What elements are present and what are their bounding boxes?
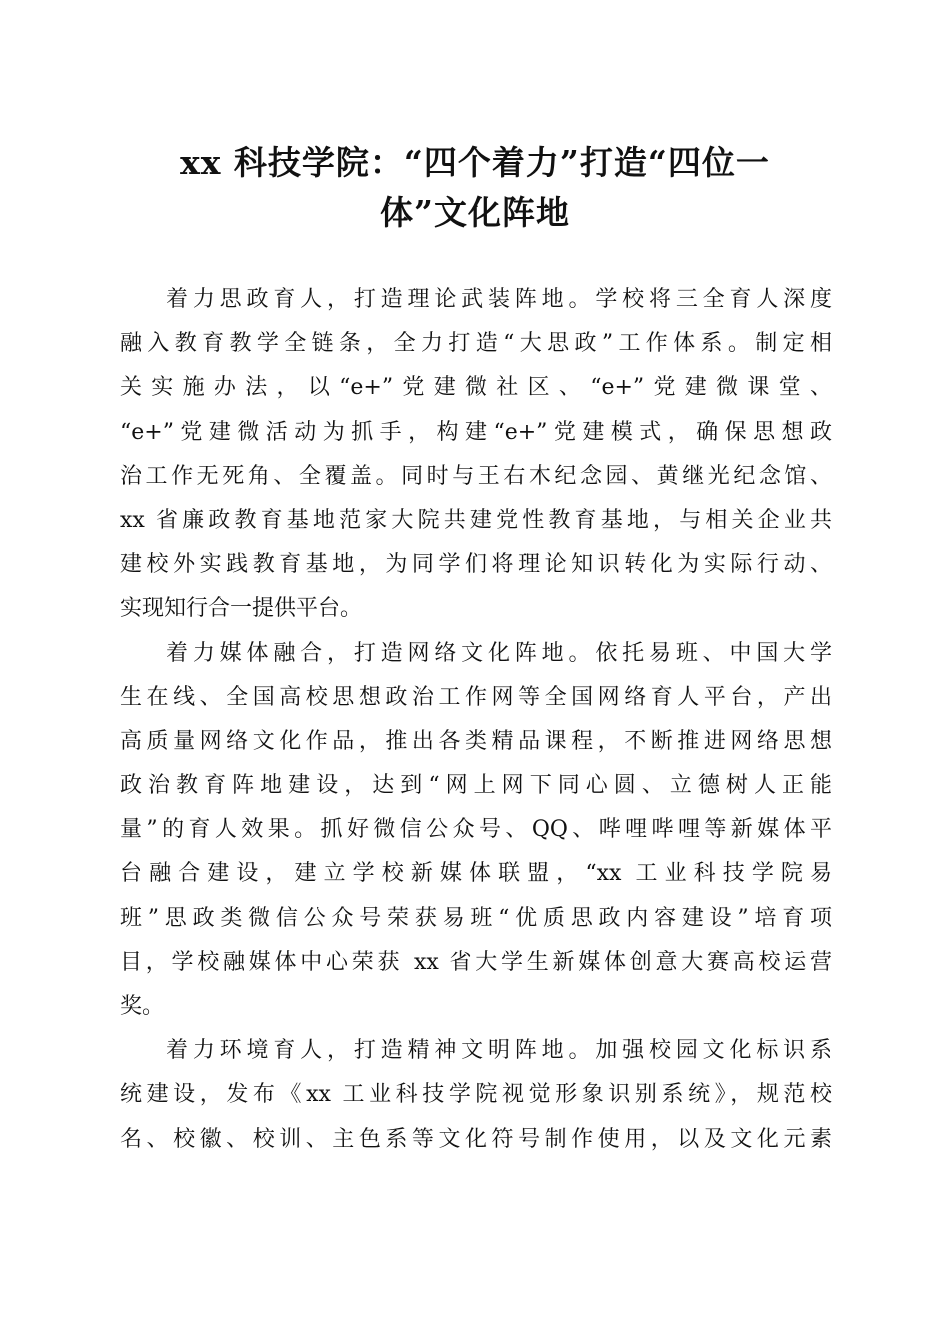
- paragraph-3: [120, 1029, 832, 1162]
- text-line: 班”思政类微信公众号荣获易班“优质思政内容建设”培育项: [120, 905, 832, 931]
- text-line: 名、校徽、校训、主色系等文化符号制作使用，以及文化元素: [120, 1126, 832, 1152]
- text-line: 目，学校融媒体中心荣获 xx 省大学生新媒体创意大赛高校运营: [120, 949, 832, 975]
- text-line: 融入教育教学全链条，全力打造“大思政”工作体系。制定相: [120, 331, 832, 357]
- text-line: 着力媒体融合，打造网络文化阵地。依托易班、中国大学: [166, 640, 832, 666]
- paragraph-1: [120, 278, 832, 632]
- text-line: 统建设，发布《xx 工业科技学院视觉形象识别系统》，规范校: [120, 1082, 832, 1108]
- text-line: 台融合建设，建立学校新媒体联盟，“xx 工业科技学院易: [120, 861, 832, 887]
- paragraph-2: [120, 632, 832, 1030]
- text-line: “e+”党建微活动为抓手，构建“e+”党建模式，确保思想政: [120, 419, 832, 445]
- title-line: 体”文化阵地: [380, 193, 570, 232]
- title-line: xx 科技学院：“四个着力”打造“四位一: [180, 143, 770, 182]
- text-line: 政治教育阵地建设，达到“网上网下同心圆、立德树人正能: [120, 773, 832, 799]
- text-line: 关实施办法，以“e+”党建微社区、“e+”党建微课堂、: [120, 375, 832, 401]
- text-line: 着力思政育人，打造理论武装阵地。学校将三全育人深度: [166, 287, 832, 312]
- text-line: 实现知行合一提供平台。: [120, 596, 363, 622]
- text-line: 生在线、全国高校思想政治工作网等全国网络育人平台，产出: [120, 684, 832, 710]
- text-line: 建校外实践教育基地，为同学们将理论知识转化为实际行动、: [120, 552, 832, 578]
- text-line: 高质量网络文化作品，推出各类精品课程，不断推进网络思想: [120, 728, 832, 754]
- document-body: [120, 278, 832, 1162]
- text-line: 奖。: [120, 994, 165, 1019]
- document-title: [120, 138, 830, 238]
- text-line: 治工作无死角、全覆盖。同时与王右木纪念园、黄继光纪念馆、: [120, 463, 832, 489]
- text-line: 着力环境育人，打造精神文明阵地。加强校园文化标识系: [166, 1038, 832, 1064]
- text-line: xx 省廉政教育基地范家大院共建党性教育基地，与相关企业共: [120, 507, 832, 533]
- text-line: 量”的育人效果。抓好微信公众号、QQ、哔哩哔哩等新媒体平: [120, 817, 832, 843]
